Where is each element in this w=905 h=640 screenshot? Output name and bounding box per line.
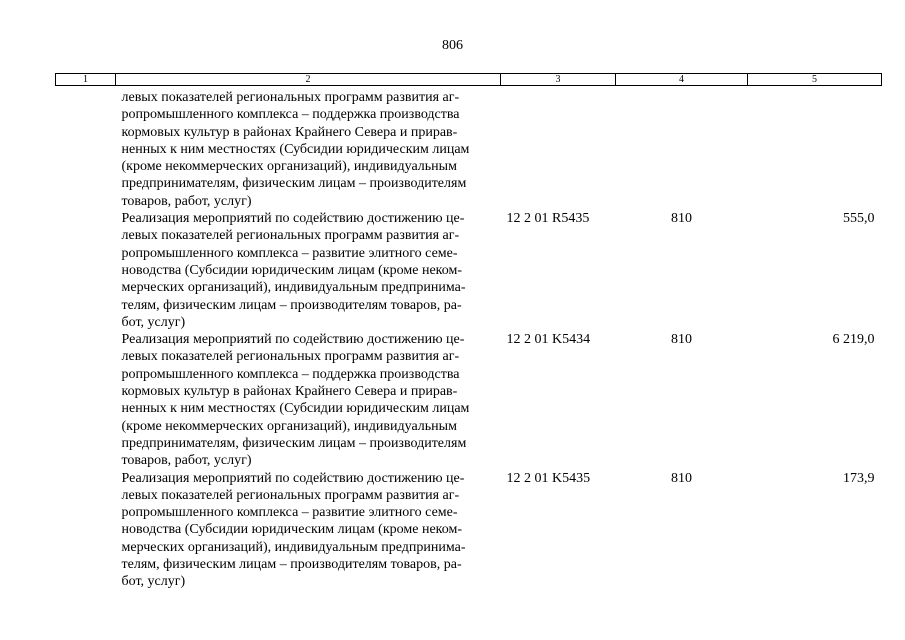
row-description	[116, 470, 501, 591]
row-amount: 6 219,0	[832, 332, 875, 348]
description-line: ненных к ним местностях (Субсидии юридическим лицам	[121, 141, 470, 157]
description-line: левых показателей региональных программ развития аг-	[121, 90, 460, 105]
row-amount	[748, 86, 882, 211]
table-body	[56, 86, 882, 591]
description-line: левых показателей региональных программ развития аг-	[121, 228, 460, 244]
description-line: новодства (Субсидии юридическим лицам (кроме неком-	[121, 522, 463, 538]
column-header-3: 3	[501, 74, 616, 86]
row-description	[116, 331, 501, 469]
table-row	[56, 210, 882, 331]
row-number-cell	[56, 470, 116, 591]
description-line: ропромышленного комплекса – поддержка производства	[121, 366, 460, 382]
description-line: мерческих организаций), индивидуальным предпринима-	[121, 280, 466, 296]
table-row	[56, 470, 882, 591]
row-expense-type: 810	[671, 332, 692, 348]
table-row	[56, 331, 882, 469]
row-target-code	[501, 86, 616, 211]
description-line: (кроме некоммерческих организаций), индивидуальным	[121, 418, 457, 434]
row-amount: 173,9	[843, 470, 875, 486]
description-line: Реализация мероприятий по содействию достижению це-	[121, 211, 465, 227]
row-number-cell	[56, 210, 116, 331]
description-line: кормовых культур в районах Крайнего Севера и прирав-	[121, 124, 458, 140]
description-line: ненных к ним местностях (Субсидии юридическим лицам	[121, 401, 470, 417]
table-row	[56, 86, 882, 211]
column-header-5: 5	[748, 74, 882, 86]
row-number-cell	[56, 86, 116, 211]
description-line: телям, физическим лицам – производителям товаров, ра-	[121, 297, 462, 313]
row-target-code: 12 2 01 R5435	[506, 211, 590, 227]
column-header-2: 2	[116, 74, 501, 86]
description-line: Реализация мероприятий по содействию достижению це-	[121, 470, 465, 486]
column-header-4: 4	[616, 74, 748, 86]
description-line: телям, физическим лицам – производителям товаров, ра-	[121, 557, 462, 573]
row-amount: 555,0	[843, 211, 875, 227]
description-line: ропромышленного комплекса – развитие элитного семе-	[121, 505, 458, 521]
description-line: левых показателей региональных программ развития аг-	[121, 487, 460, 503]
description-line: товаров, работ, услуг)	[121, 453, 252, 469]
description-line: кормовых культур в районах Крайнего Севера и прирав-	[121, 384, 458, 400]
description-line: (кроме некоммерческих организаций), индивидуальным	[121, 159, 457, 175]
row-expense-type: 810	[671, 211, 692, 227]
description-line: товаров, работ, услуг)	[121, 193, 252, 209]
description-line: мерческих организаций), индивидуальным предпринима-	[121, 539, 466, 555]
row-expense-type: 810	[671, 470, 692, 486]
budget-table	[55, 73, 882, 591]
row-expense-type	[616, 86, 748, 211]
row-description	[116, 210, 501, 331]
table-header-row	[56, 74, 882, 86]
description-line: ропромышленного комплекса – поддержка производства	[121, 107, 460, 123]
description-line: бот, услуг)	[121, 574, 186, 590]
row-number-cell	[56, 331, 116, 469]
description-line: Реализация мероприятий по содействию достижению це-	[121, 332, 465, 348]
column-header-1: 1	[56, 74, 116, 86]
description-line: предпринимателям, физическим лицам – производителям	[121, 435, 467, 451]
description-line: новодства (Субсидии юридическим лицам (кроме неком-	[121, 262, 463, 278]
row-target-code: 12 2 01 K5435	[506, 470, 591, 486]
description-line: ропромышленного комплекса – развитие элитного семе-	[121, 245, 458, 261]
description-line: левых показателей региональных программ развития аг-	[121, 349, 460, 365]
description-line: предпринимателям, физическим лицам – производителям	[121, 176, 467, 192]
description-line: бот, услуг)	[121, 314, 186, 330]
row-target-code: 12 2 01 K5434	[506, 332, 591, 348]
page-number: 806	[442, 38, 463, 53]
row-description	[116, 86, 501, 211]
